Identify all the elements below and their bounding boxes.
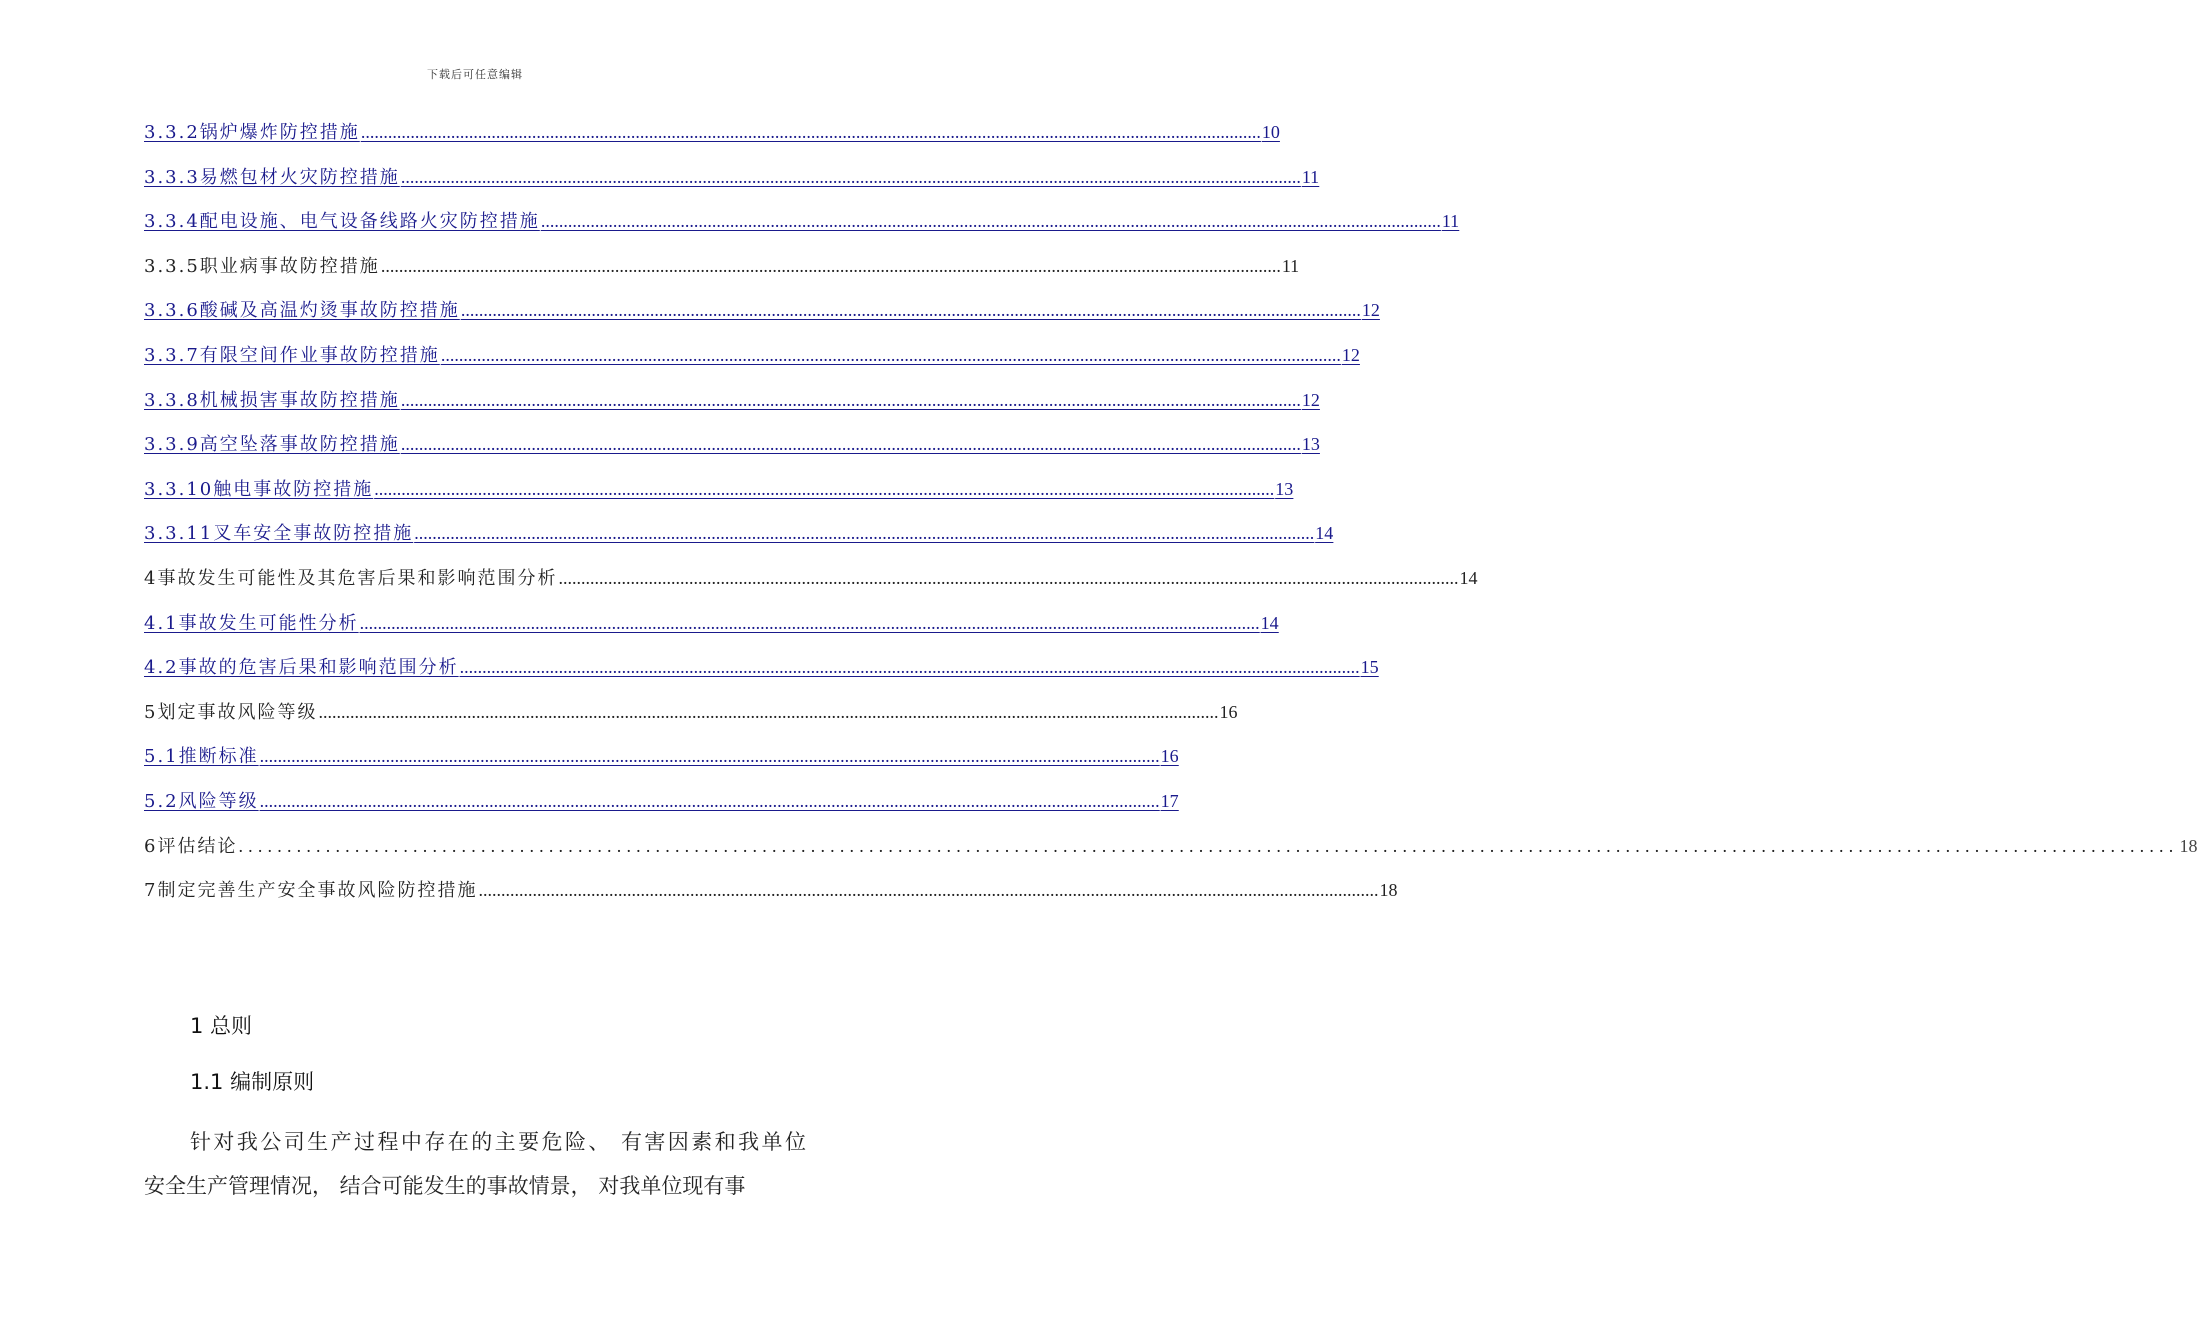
toc-entry-page: 13: [1275, 478, 1294, 499]
toc-leader-dots: ........................................................................................................................................................................................................: [440, 344, 1341, 365]
toc-entry[interactable]: [144, 787, 1179, 832]
toc-entry-page: 12: [1361, 300, 1380, 321]
toc-entry-page: 18: [2179, 835, 2197, 856]
toc-entry[interactable]: [144, 653, 1379, 698]
toc-leader-dots: ........................................................................................................................................................................................................: [238, 835, 2179, 856]
toc-leader-dots: ........................................................................................................................................................................................................: [558, 567, 1459, 588]
toc-entry-title: 3.3.6酸碱及高温灼烫事故防控措施: [144, 300, 460, 322]
paragraph-line: 安全生产管理情况， 结合可能发生的事故情景， 对我单位现有事: [144, 1174, 746, 1198]
toc-entry-page: 17: [1160, 790, 1179, 811]
toc-leader-dots: ........................................................................................................................................................................................................: [540, 211, 1441, 232]
toc-entry-title: 3.3.2锅炉爆炸防控措施: [144, 122, 360, 143]
toc-entry[interactable]: [144, 742, 1179, 787]
toc-entry-title: 3.3.5职业病事故防控措施: [144, 255, 380, 277]
toc-leader-dots: ........................................................................................................................................................................................................: [259, 790, 1160, 811]
paragraph-line: 针对我公司生产过程中存在的主要危险、 有害因素和我单位: [190, 1130, 806, 1154]
toc-entry-page: 16: [1160, 746, 1179, 767]
toc-entry[interactable]: [144, 386, 1320, 431]
toc-leader-dots: ........................................................................................................................................................................................................: [400, 166, 1301, 187]
toc-leader-dots: ........................................................................................................................................................................................................: [400, 389, 1301, 410]
toc-leader-dots: ........................................................................................................................................................................................................: [360, 122, 1261, 142]
toc-entry[interactable]: [144, 118, 1280, 163]
toc-entry: [144, 564, 1478, 609]
toc-leader-dots: ........................................................................................................................................................................................................: [259, 746, 1160, 767]
toc-entry-title: 6评估结论: [144, 835, 238, 857]
toc-leader-dots: ........................................................................................................................................................................................................: [318, 701, 1219, 722]
toc-entry-page: 15: [1360, 657, 1379, 678]
toc-entry: [144, 698, 1238, 743]
toc-entry-title: 5.2风险等级: [144, 790, 259, 812]
toc-leader-dots: ........................................................................................................................................................................................................: [459, 657, 1360, 678]
section-heading: 1 总则: [190, 1014, 253, 1038]
table-of-contents: [144, 118, 2197, 921]
toc-entry-title: 3.3.8机械损害事故防控措施: [144, 389, 400, 411]
toc-entry[interactable]: [144, 609, 1279, 654]
toc-entry-page: 10: [1261, 122, 1280, 142]
toc-entry[interactable]: [144, 207, 1460, 252]
toc-entry[interactable]: [144, 163, 1320, 208]
toc-entry-page: 14: [1260, 612, 1279, 633]
toc-leader-dots: ........................................................................................................................................................................................................: [460, 300, 1361, 321]
toc-entry[interactable]: [144, 475, 1294, 520]
toc-entry: [144, 832, 2197, 877]
toc-entry-title: 3.3.7有限空间作业事故防控措施: [144, 344, 440, 366]
toc-leader-dots: ........................................................................................................................................................................................................: [414, 523, 1315, 544]
toc-entry-page: 12: [1301, 389, 1320, 410]
toc-leader-dots: ........................................................................................................................................................................................................: [380, 255, 1281, 276]
toc-entry[interactable]: [144, 519, 1334, 564]
toc-entry-title: 4事故发生可能性及其危害后果和影响范围分析: [144, 567, 558, 589]
toc-entry-page: 11: [1281, 255, 1300, 276]
toc-leader-dots: ........................................................................................................................................................................................................: [359, 612, 1260, 633]
toc-entry-title: 5.1推断标准: [144, 746, 259, 768]
toc-entry-title: 3.3.10触电事故防控措施: [144, 478, 374, 500]
toc-leader-dots: ........................................................................................................................................................................................................: [400, 434, 1301, 455]
toc-entry: [144, 252, 1300, 297]
toc-entry-title: 3.3.3易燃包材火灾防控措施: [144, 166, 400, 188]
page-header: 下载后可任意编辑: [427, 68, 523, 81]
toc-entry-title: 7制定完善生产安全事故风险防控措施: [144, 880, 478, 902]
toc-entry[interactable]: [144, 296, 1380, 341]
toc-entry-page: 11: [1441, 211, 1460, 232]
toc-entry-page: 11: [1301, 166, 1320, 187]
toc-entry-page: 18: [1379, 880, 1398, 901]
toc-leader-dots: ........................................................................................................................................................................................................: [374, 478, 1275, 499]
toc-entry-title: 5划定事故风险等级: [144, 701, 318, 723]
toc-entry-page: 16: [1219, 701, 1238, 722]
toc-entry-title: 4.1事故发生可能性分析: [144, 612, 359, 634]
body-paragraph: [144, 1120, 806, 1208]
toc-entry: [144, 876, 1398, 921]
toc-entry-page: 12: [1341, 344, 1360, 365]
toc-entry-page: 13: [1301, 434, 1320, 455]
toc-entry-title: 4.2事故的危害后果和影响范围分析: [144, 657, 459, 679]
subsection-heading: 1.1 编制原则: [190, 1070, 315, 1094]
toc-entry[interactable]: [144, 341, 1360, 386]
toc-entry-title: 3.3.11叉车安全事故防控措施: [144, 523, 414, 545]
toc-entry-title: 3.3.9高空坠落事故防控措施: [144, 434, 400, 456]
toc-entry-title: 3.3.4配电设施、电气设备线路火灾防控措施: [144, 211, 540, 233]
toc-entry-page: 14: [1315, 523, 1334, 544]
toc-entry[interactable]: [144, 430, 1320, 475]
toc-leader-dots: ........................................................................................................................................................................................................: [478, 880, 1379, 901]
toc-entry-page: 14: [1459, 567, 1478, 588]
